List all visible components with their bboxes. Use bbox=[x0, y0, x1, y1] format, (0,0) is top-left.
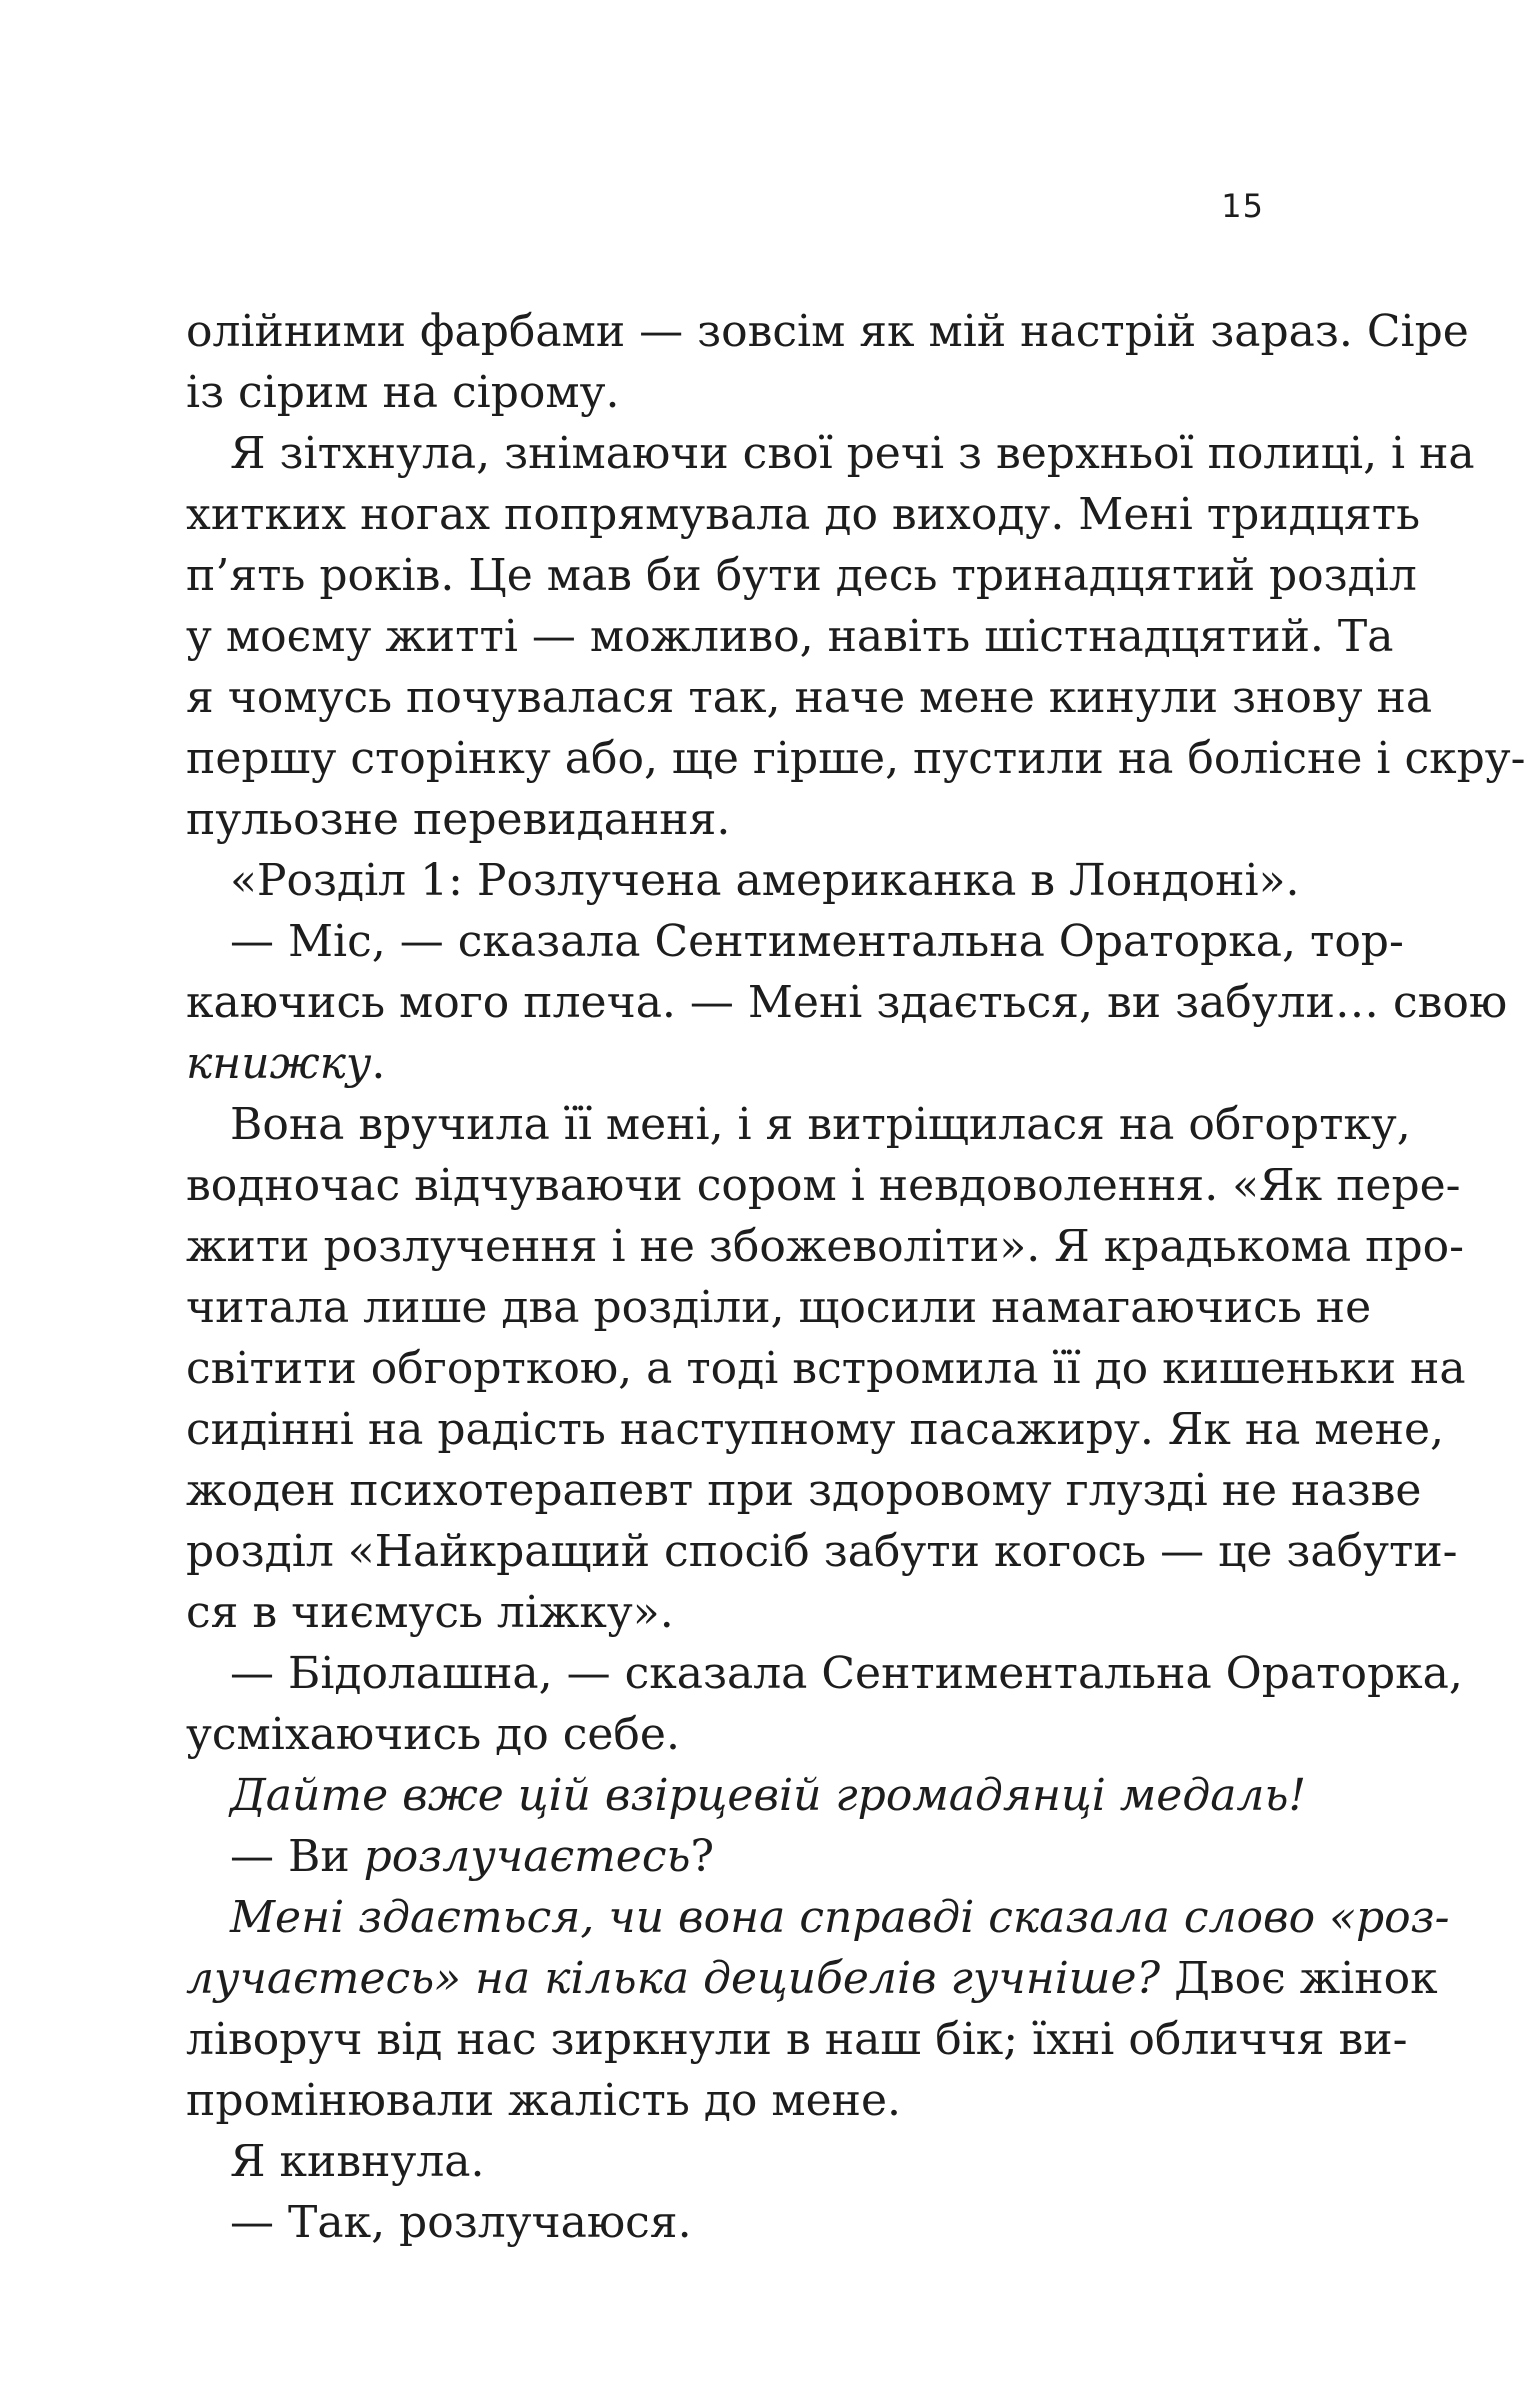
text-run: каючись мого плеча. — Мені здається, ви забули… свою bbox=[186, 977, 1508, 1028]
text-run: водночас відчуваючи сором і невдоволення. «Як пере- bbox=[186, 1160, 1461, 1211]
text-line bbox=[186, 1033, 1264, 1094]
text-line bbox=[186, 423, 1475, 484]
text-line bbox=[186, 2131, 1264, 2192]
text-run: ліворуч від нас зиркнули в наш бік; їхні обличчя ви- bbox=[186, 2014, 1408, 2065]
text-run: — Бідолашна, — сказала Сентиментальна Ораторка, bbox=[230, 1648, 1463, 1699]
text-line bbox=[186, 484, 1421, 545]
text-run: жити розлучення і не збожеволіти». Я крадькома про- bbox=[186, 1221, 1464, 1272]
text-line bbox=[186, 362, 1264, 423]
text-run: читала лише два розділи, щосили намагаючись не bbox=[186, 1282, 1372, 1333]
text-line bbox=[186, 1704, 1264, 1765]
text-run: Двоє жінок bbox=[1160, 1953, 1438, 2004]
text-line bbox=[186, 1643, 1463, 1704]
text-line bbox=[186, 2192, 1264, 2253]
text-line bbox=[186, 1338, 1466, 1399]
text-run: — Так, розлучаюся. bbox=[230, 2197, 692, 2248]
italic-text: Мені здається, чи вона справді сказала слово «роз- bbox=[230, 1892, 1450, 1943]
text-run: хитких ногах попрямувала до виходу. Мені тридцять bbox=[186, 489, 1421, 540]
text-run: сидінні на радість наступному пасажиру. Як на мене, bbox=[186, 1404, 1444, 1455]
text-line bbox=[186, 1948, 1438, 2009]
paragraph bbox=[186, 850, 1300, 911]
text-line bbox=[186, 1521, 1458, 1582]
text-line bbox=[186, 301, 1469, 362]
text-run: — Міс, — сказала Сентиментальна Ораторка, тор- bbox=[230, 916, 1404, 967]
text-run: — Ви bbox=[230, 1831, 364, 1882]
text-line bbox=[186, 667, 1433, 728]
italic-text: Дайте вже цій взірцевій громадянці медаль! bbox=[230, 1770, 1307, 1821]
text-line bbox=[186, 545, 1417, 606]
text-line bbox=[186, 1277, 1372, 1338]
text-line bbox=[186, 1887, 1450, 1948]
paragraph bbox=[186, 911, 1508, 1094]
text-run: п’ять років. Це мав би бути десь тринадцятий розділ bbox=[186, 550, 1417, 601]
text-line bbox=[186, 1399, 1444, 1460]
text-run: я чомусь почувалася так, наче мене кинули знову на bbox=[186, 672, 1433, 723]
text-run: із сірим на сірому. bbox=[186, 367, 620, 418]
paragraph bbox=[186, 1643, 1463, 1765]
paragraph bbox=[186, 423, 1526, 850]
page-number: 15 bbox=[1221, 187, 1264, 225]
paragraph bbox=[186, 301, 1469, 423]
text-line bbox=[186, 972, 1508, 1033]
text-run: світити обгорткою, а тоді встромила її до кишеньки на bbox=[186, 1343, 1466, 1394]
paragraph bbox=[186, 2192, 1264, 2253]
text-line bbox=[186, 1155, 1461, 1216]
text-run: Вона вручила її мені, і я витріщилася на обгортку, bbox=[230, 1099, 1411, 1150]
text-line bbox=[186, 606, 1394, 667]
text-run: «Розділ 1: Розлучена американка в Лондоні». bbox=[230, 855, 1300, 906]
text-line bbox=[186, 2070, 1264, 2131]
text-run: ся в чиємусь ліжку». bbox=[186, 1587, 674, 1638]
text-run: промінювали жалість до мене. bbox=[186, 2075, 902, 2126]
paragraph bbox=[186, 1094, 1466, 1643]
text-run: . bbox=[371, 1038, 386, 1089]
text-line bbox=[186, 911, 1404, 972]
text-run: Я зітхнула, знімаючи свої речі з верхньої полиці, і на bbox=[230, 428, 1475, 479]
text-line bbox=[186, 1216, 1464, 1277]
text-run: олійними фарбами — зовсім як мій настрій зараз. Сіре bbox=[186, 306, 1469, 357]
paragraph bbox=[186, 1887, 1450, 2131]
text-run: Я кивнула. bbox=[230, 2136, 485, 2187]
text-run: ? bbox=[690, 1831, 715, 1882]
text-line bbox=[186, 789, 1264, 850]
text-line bbox=[186, 1094, 1411, 1155]
text-line bbox=[186, 850, 1300, 911]
italic-text: книжку bbox=[186, 1038, 372, 1089]
text-run: усміхаючись до себе. bbox=[186, 1709, 680, 1760]
paragraph bbox=[186, 1765, 1307, 1826]
italic-text: лучаєтесь» на кілька децибелів гучніше? bbox=[186, 1953, 1161, 2004]
text-line bbox=[186, 1765, 1307, 1826]
italic-text: розлучаєтесь bbox=[363, 1831, 691, 1882]
text-line bbox=[186, 728, 1526, 789]
text-run: у моєму житті — можливо, навіть шістнадцятий. Та bbox=[186, 611, 1394, 662]
paragraph bbox=[186, 1826, 1264, 1887]
body-text bbox=[186, 301, 1526, 2253]
text-run: пульозне перевидання. bbox=[186, 794, 731, 845]
text-run: першу сторінку або, ще гірше, пустили на болісне і скру- bbox=[186, 733, 1526, 784]
text-line bbox=[186, 1582, 1264, 1643]
text-line bbox=[186, 1826, 1264, 1887]
text-line bbox=[186, 2009, 1408, 2070]
text-line bbox=[186, 1460, 1422, 1521]
text-run: жоден психотерапевт при здоровому глузді не назве bbox=[186, 1465, 1422, 1516]
text-run: розділ «Найкращий спосіб забути когось — це забути- bbox=[186, 1526, 1458, 1577]
paragraph bbox=[186, 2131, 1264, 2192]
